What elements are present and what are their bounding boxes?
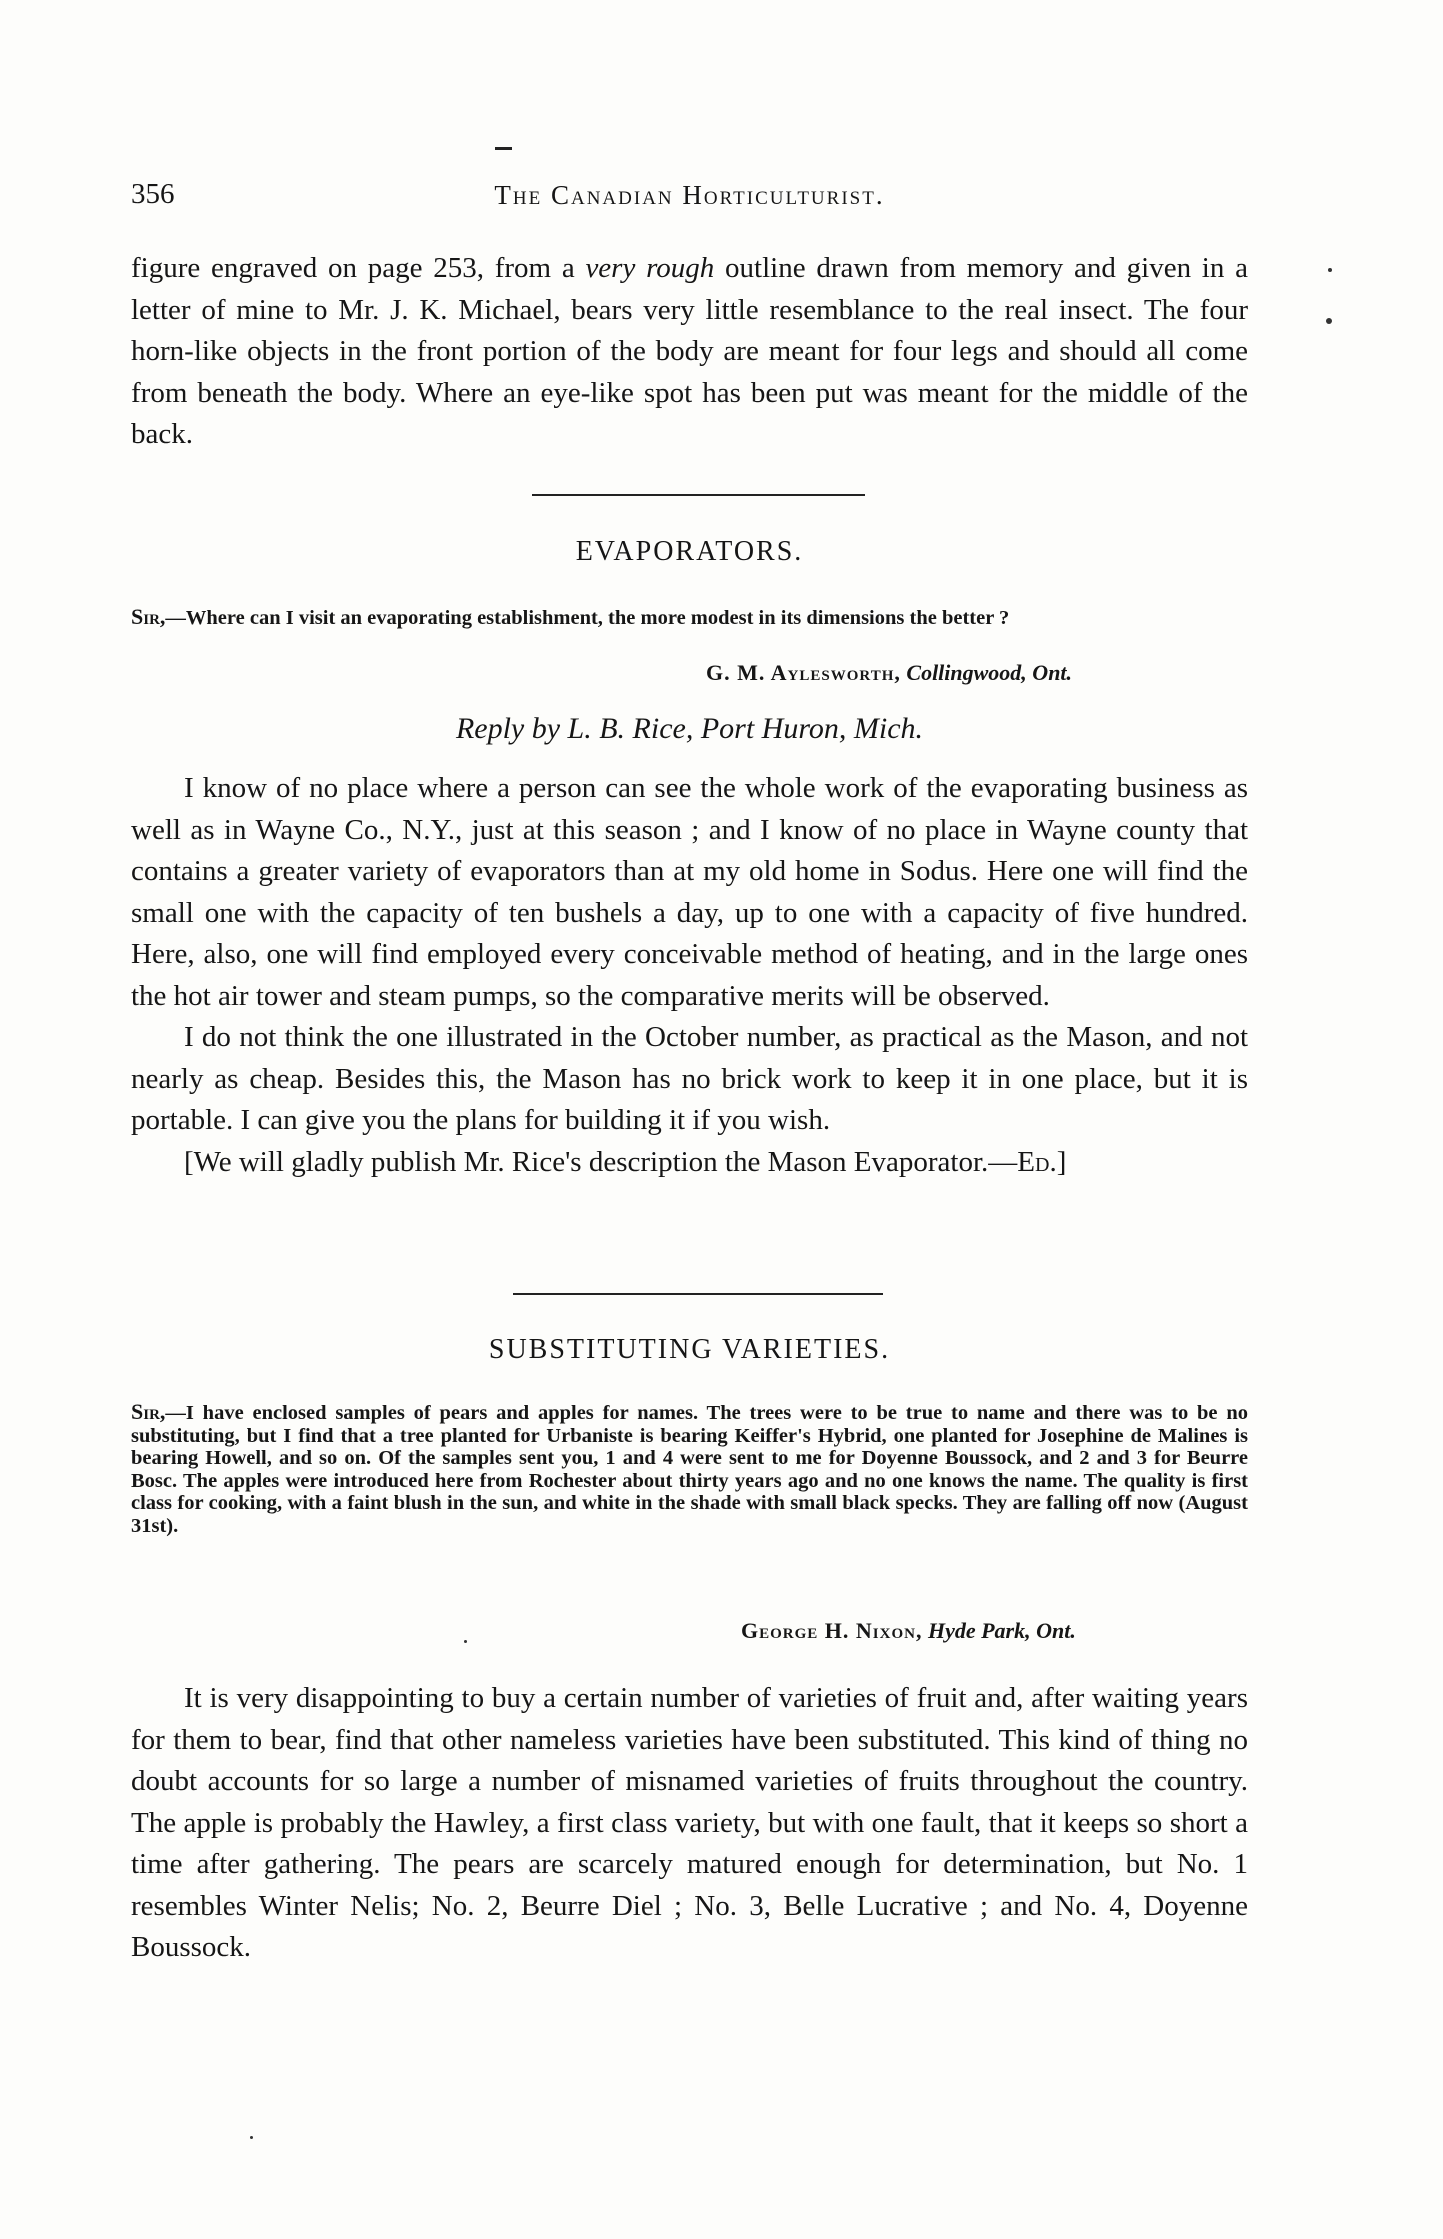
signature-name: George H. Nixon, [741,1618,923,1643]
substituting-letter [131,1401,1248,1537]
reply-byline: Reply by L. B. Rice, Port Huron, Mich. [455,712,924,745]
print-speck [1326,318,1332,324]
substituting-title: SUBSTITUTING VARIETIES. [488,1334,891,1365]
reply-paragraph-2: I do not think the one illustrated in the October number, as practical as the Mason, and not nearly as cheap. Besides this, the Mason has no brick work to keep it in one place, but it is portable. I can give you the plans for building it if you wish. [131,1021,1248,1136]
opening-paragraph: figure engraved on page 253, from a very rough outline drawn from memory and given in a letter of mine to Mr. J. K. Michael, bears very little resemblance to the real insect. The four horn-like objects in the front portion of the body are meant for four legs and should all come from beneath the body. Where an eye-like spot has been put was meant for the middle of the back. [131,252,1248,450]
reply-paragraph-1: I know of no place where a person can see the whole work of the evaporating business as well as in Wayne Co., N.Y., just at this season ; and I know of no place in Wayne county that contains a greater variety of evaporators than at my old home in Sodus. Here one will find the small one with the capacity of ten bushels a day, up to one with a capacity of five hundred. Here, also, one will find employed every conceivable method of heating, and in the large ones the hot air tower and steam pumps, so the comparative merits will be observed. [131,772,1248,1012]
print-speck [464,1640,467,1643]
evaporators-title: EVAPORATORS. [575,536,804,567]
evaporators-letter [131,606,1248,630]
opening-section [131,248,1248,456]
signature-place: Collingwood, Ont. [906,660,1073,685]
letter-salutation: Sir, [131,604,166,629]
top-mark [495,147,512,150]
letter-salutation: Sir, [131,1399,166,1424]
print-speck [1328,268,1332,272]
page-header [131,178,1248,218]
evaporators-reply [131,768,1248,1183]
letter-text: —Where can I visit an evaporating establishment, the more modest in its dimensions the better ? [165,607,1010,629]
page-number: 356 [131,178,175,210]
substituting-signature [741,1618,1076,1644]
letter-text: —I have enclosed samples of pears and apples for names. The trees were to be true to name and there was to be no substituting, but I find that a tree planted for Urbaniste is bearing Keiffer's Hybrid, one planted for Josephine de Malines is bearing Howell, and so on. Of the samples sent you, 1 and 4 were sent to me for Doyenne Boussock, and 2 and 3 for Beurre Bosc. The apples were introduced here from Rochester about thirty years ago and no one knows the name. The quality is first class for cooking, with a faint blush in the sun, and white in the shade with small black specks. They are falling off now (August 31st). [131,1402,1248,1537]
signature-name: G. M. Aylesworth, [706,660,901,685]
evaporators-signature [706,660,1072,686]
running-head: The Canadian Horticulturist. [494,180,885,210]
substituting-reply [131,1678,1248,1969]
signature-place: Hyde Park, Ont. [927,1618,1076,1643]
section-divider-2 [513,1293,883,1295]
editor-note: [We will gladly publish Mr. Rice's description the Mason Evaporator.—Ed.] [184,1145,1067,1178]
print-speck [250,2136,253,2139]
substituting-paragraph: It is very disappointing to buy a certain number of varieties of fruit and, after waiting years for them to bear, find that other nameless varieties have been substituted. This kind of thing no doubt accounts for so large a number of misnamed varieties of fruits throughout the country. The apple is probably the Hawley, a first class variety, but with one fault, that it keeps so short a time after gathering. The pears are scarcely matured enough for determination, but No. 1 resembles Winter Nelis; No. 2, Beurre Diel ; No. 3, Belle Lucrative ; and No. 4, Doyenne Boussock. [131,1682,1248,1963]
section-divider [532,494,865,496]
